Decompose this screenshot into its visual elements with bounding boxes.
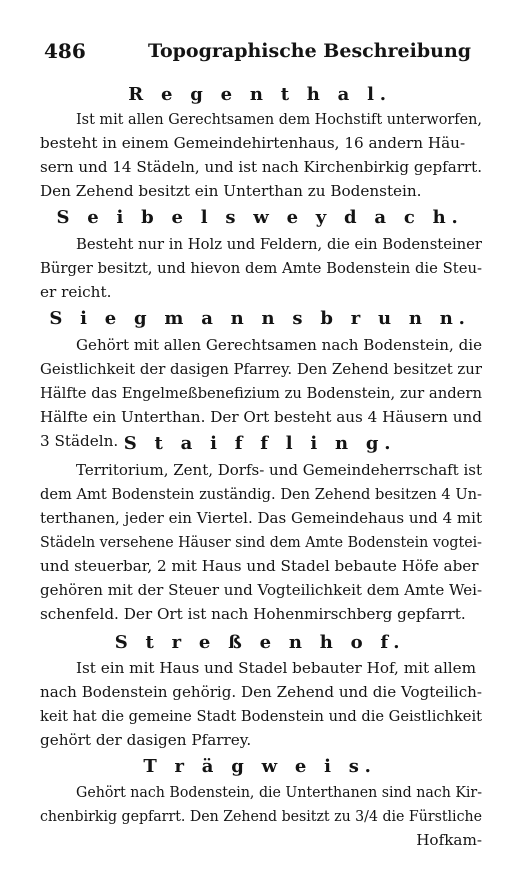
page-number: 486 [44,39,86,63]
entry-line: terthanen, jeder ein Viertel. Das Gemeindehaus und 4 mit [40,509,483,527]
entry-heading-staiffling: S t a i f f l i n g. [123,433,397,454]
entry-line: schenfeld. Der Ort ist nach Hohenmirschberg gepfarrt. [40,605,466,623]
entry-line: Hälfte ein Unterthan. Der Ort besteht aus 4 Häusern und [40,408,483,426]
entry-line: Ist mit allen Gerechtsamen dem Hochstift unterworfen, [76,110,482,128]
entry-line: Besteht nur in Holz und Feldern, die ein Bodensteiner [76,235,482,253]
entry-line: gehören mit der Steuer und Vogteilichkeit dem Amte Wei- [40,581,483,599]
entry-line: und steuerbar, 2 mit Haus und Stadel bebaute Höfe aber [40,557,479,575]
catchword: Hofkam- [416,831,482,849]
entry-heading-seibelsweydach: S e i b e l s w e y d a c h. [56,207,464,228]
entry-line: dem Amt Bodenstein zuständig. Den Zehend besitzen 4 Un- [40,485,482,503]
entry-line: Städeln versehene Häuser sind dem Amte Bodenstein vogtei- [40,533,482,551]
entry-heading-regenthal: R e g e n t h a l. [128,84,392,105]
entry-line: sern und 14 Städeln, und ist nach Kirchenbirkig gepfarrt. [40,158,483,176]
entry-heading-siegmannsbrunn: S i e g m a n n s b r u n n. [49,308,471,329]
entry-line: keit hat die gemeine Stadt Bodenstein und die Geistlichkeit [40,707,482,725]
entry-line: Gehört nach Bodenstein, die Unterthanen sind nach Kir- [76,783,483,801]
entry-line: Ist ein mit Haus und Stadel bebauter Hof, mit allem [76,659,477,677]
entry-line: Gehört mit allen Gerechtsamen nach Bodenstein, die [76,336,483,354]
entry-line: chenbirkig gepfarrt. Den Zehend besitzt zu 3/4 die Fürstliche [40,807,483,825]
page-header [44,36,484,66]
entry-line: Den Zehend besitzt ein Unterthan zu Bodenstein. [40,182,422,200]
entry-line: Hälfte das Engelmeßbenefizium zu Bodenstein, zur andern [40,384,483,402]
running-title: Topographische Beschreibung [148,40,472,62]
entry-line: besteht in einem Gemeindehirtenhaus, 16 andern Häu- [40,134,466,152]
entry-heading-stressenhof: S t r e ß e n h o f. [114,632,406,653]
entry-line: 3 Städeln. [40,432,119,450]
entry-line: gehört der dasigen Pfarrey. [40,731,252,749]
entry-heading-traegweis: T r ä g w e i s. [143,756,377,777]
entry-line: Bürger besitzt, und hievon dem Amte Bodenstein die Steu- [40,259,483,277]
entry-line: nach Bodenstein gehörig. Den Zehend und die Vogteilich- [40,683,483,701]
entry-line: Geistlichkeit der dasigen Pfarrey. Den Zehend besitzet zur [40,360,482,378]
entry-line: Territorium, Zent, Dorfs- und Gemeindeherrschaft ist [76,461,483,479]
entry-line: er reicht. [40,283,112,301]
